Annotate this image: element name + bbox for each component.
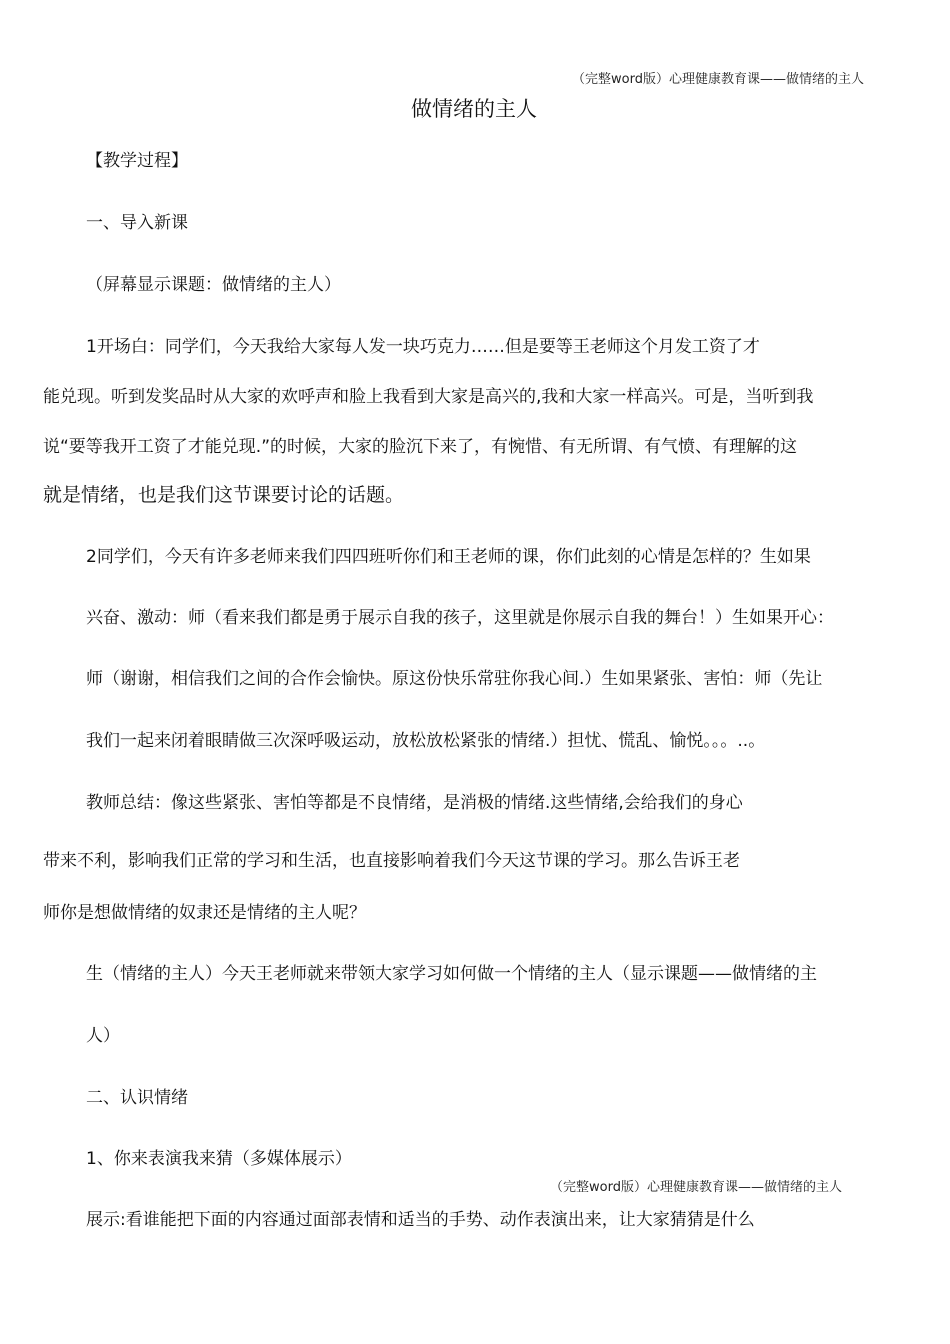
- paragraph-1-line: 说“要等我开工资了才能兑现.”的时候，大家的脸沉下来了，有惋惜、有无所谓、有气愤、有理解的这: [43, 437, 798, 457]
- paragraph-1-line: 能兑现。听到发奖品时从大家的欢呼声和脸上我看到大家是高兴的,我和大家一样高兴。可是，当听到我: [43, 387, 814, 407]
- paragraph-1-line: 就是情绪，也是我们这节课要讨论的话题。: [43, 484, 405, 506]
- paragraph-2-line: 我们一起来闭着眼睛做三次深呼吸运动，放松放松紧张的情绪.）担忧、慌乱、愉悦。。。..。: [86, 731, 766, 751]
- paragraph-student-line: 生（情绪的主人）今天王老师就来带领大家学习如何做一个情绪的主人（显示课题——做情绪的主: [86, 964, 817, 984]
- paragraph-summary-line: 带来不利，影响我们正常的学习和生活，也直接影响着我们今天这节课的学习。那么告诉王老: [43, 851, 740, 871]
- paragraph-student-line: 人）: [86, 1026, 120, 1046]
- paragraph-1-line: 1开场白：同学们，今天我给大家每人发一块巧克力……但是要等王老师这个月发工资了才: [86, 337, 760, 357]
- running-header-bottom: （完整word版）心理健康教育课——做情绪的主人: [550, 1180, 842, 1195]
- screen-note: （屏幕显示课题：做情绪的主人）: [86, 275, 341, 295]
- paragraph-2-line: 兴奋、激动：师（看来我们都是勇于展示自我的孩子，这里就是你展示自我的舞台！）生如果开心：: [86, 608, 834, 628]
- paragraph-summary-line: 教师总结：像这些紧张、害怕等都是不良情绪，是消极的情绪.这些情绪,会给我们的身心: [86, 793, 743, 813]
- running-header-top: （完整word版）心理健康教育课——做情绪的主人: [572, 72, 864, 87]
- list-item-1: 1、你来表演我来猜（多媒体展示）: [86, 1149, 352, 1169]
- heading-recognize-emotions: 二、认识情绪: [86, 1088, 188, 1108]
- heading-intro: 一、导入新课: [86, 213, 188, 233]
- paragraph-summary-line: 师你是想做情绪的奴隶还是情绪的主人呢？: [43, 903, 366, 923]
- paragraph-2-line: 2同学们，今天有许多老师来我们四四班听你们和王老师的课，你们此刻的心情是怎样的？生如果: [86, 547, 811, 567]
- section-heading-process: 【教学过程】: [86, 151, 188, 171]
- paragraph-show: 展示:看谁能把下面的内容通过面部表情和适当的手势、动作表演出来，让大家猜猜是什么: [86, 1210, 755, 1230]
- document-title: 做情绪的主人: [411, 97, 537, 121]
- paragraph-2-line: 师（谢谢，相信我们之间的合作会愉快。原这份快乐常驻你我心间.）生如果紧张、害怕：师（先让: [86, 669, 823, 689]
